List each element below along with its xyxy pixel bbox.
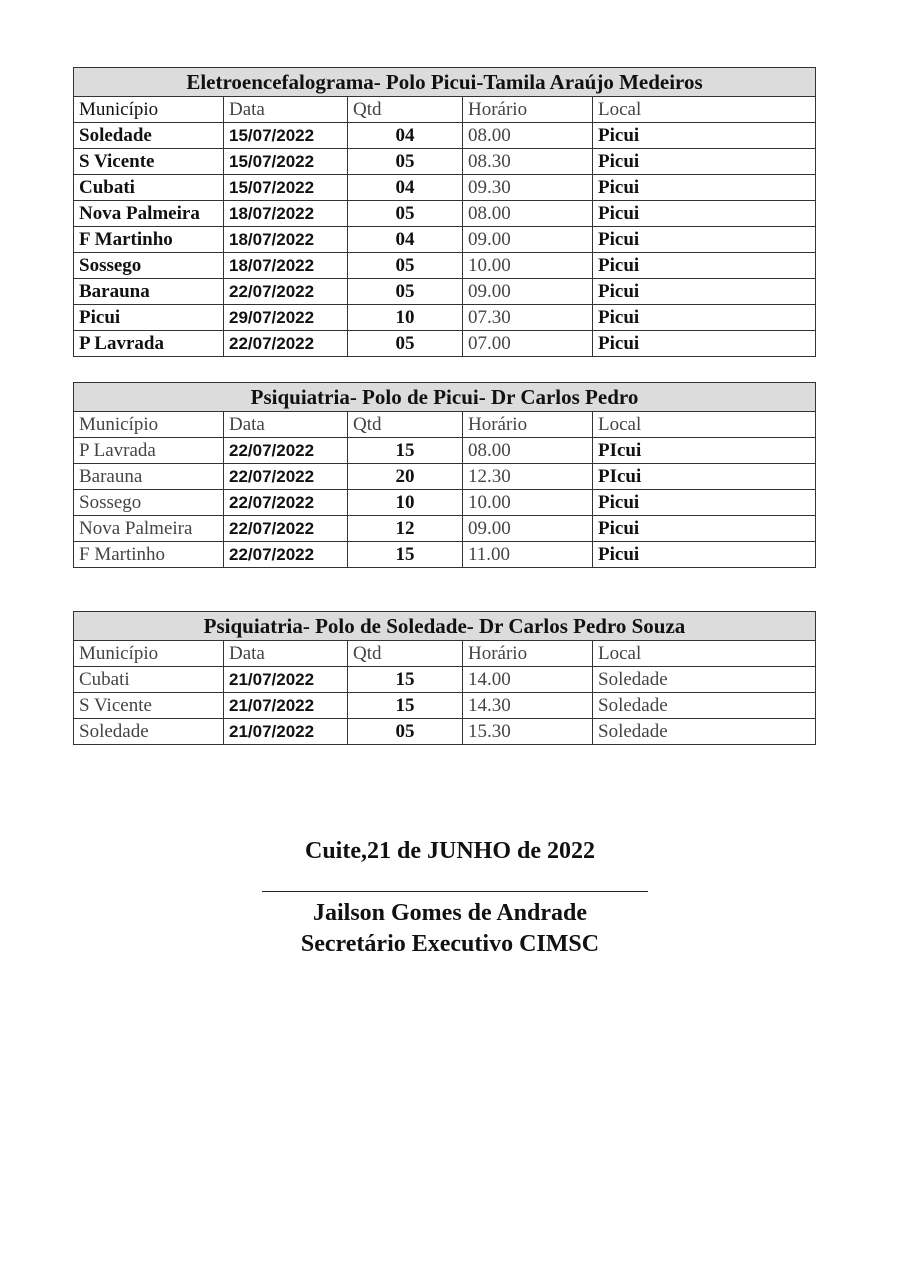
cell-horario: 09.00	[463, 516, 593, 542]
col-header-horario: Horário	[463, 97, 593, 123]
cell-horario: 12.30	[463, 464, 593, 490]
col-header-local: Local	[593, 641, 816, 667]
cell-horario: 08.00	[463, 201, 593, 227]
cell-municipio: Sossego	[74, 490, 224, 516]
header-row	[74, 641, 816, 667]
cell-data: 15/07/2022	[224, 175, 348, 201]
table-row	[74, 175, 816, 201]
table-row	[74, 201, 816, 227]
cell-horario: 10.00	[463, 253, 593, 279]
cell-local: Picui	[593, 305, 816, 331]
cell-qtd: 05	[348, 149, 463, 175]
cell-municipio: Cubati	[74, 175, 224, 201]
cell-local: Picui	[593, 201, 816, 227]
col-header-qtd: Qtd	[348, 641, 463, 667]
cell-municipio: Nova Palmeira	[74, 201, 224, 227]
cell-municipio: P Lavrada	[74, 331, 224, 357]
cell-municipio: F Martinho	[74, 542, 224, 568]
cell-qtd: 05	[348, 719, 463, 745]
cell-local: Soledade	[593, 719, 816, 745]
cell-qtd: 12	[348, 516, 463, 542]
col-header-horario: Horário	[463, 641, 593, 667]
table-row	[74, 149, 816, 175]
col-header-local: Local	[593, 97, 816, 123]
cell-local: Soledade	[593, 667, 816, 693]
cell-qtd: 05	[348, 253, 463, 279]
cell-horario: 08.00	[463, 438, 593, 464]
cell-horario: 14.00	[463, 667, 593, 693]
cell-local: PIcui	[593, 464, 816, 490]
signatory-name: Jailson Gomes de Andrade	[312, 900, 588, 926]
cell-data: 22/07/2022	[224, 279, 348, 305]
cell-data: 15/07/2022	[224, 123, 348, 149]
cell-qtd: 15	[348, 438, 463, 464]
header-row	[74, 97, 816, 123]
cell-qtd: 04	[348, 123, 463, 149]
cell-local: Picui	[593, 516, 816, 542]
cell-local: Soledade	[593, 693, 816, 719]
table-row	[74, 123, 816, 149]
cell-municipio: Soledade	[74, 123, 224, 149]
cell-local: Picui	[593, 279, 816, 305]
cell-municipio: F Martinho	[74, 227, 224, 253]
cell-data: 18/07/2022	[224, 201, 348, 227]
cell-qtd: 05	[348, 331, 463, 357]
cell-horario: 09.00	[463, 227, 593, 253]
cell-municipio: Soledade	[74, 719, 224, 745]
col-header-data: Data	[224, 97, 348, 123]
cell-data: 22/07/2022	[224, 331, 348, 357]
table-row	[74, 464, 816, 490]
col-header-data: Data	[224, 641, 348, 667]
cell-qtd: 10	[348, 305, 463, 331]
cell-municipio: Barauna	[74, 279, 224, 305]
cell-data: 18/07/2022	[224, 227, 348, 253]
place-date: Cuite,21 de JUNHO de 2022	[305, 838, 595, 864]
table-row	[74, 331, 816, 357]
cell-data: 29/07/2022	[224, 305, 348, 331]
cell-local: Picui	[593, 542, 816, 568]
col-header-municipio: Município	[74, 97, 224, 123]
signature-line	[262, 891, 648, 892]
cell-local: PIcui	[593, 438, 816, 464]
table-row	[74, 667, 816, 693]
cell-data: 22/07/2022	[224, 516, 348, 542]
cell-municipio: S Vicente	[74, 149, 224, 175]
cell-municipio: P Lavrada	[74, 438, 224, 464]
table-row	[74, 305, 816, 331]
cell-data: 22/07/2022	[224, 542, 348, 568]
cell-municipio: Barauna	[74, 464, 224, 490]
table-row	[74, 227, 816, 253]
cell-municipio: S Vicente	[74, 693, 224, 719]
cell-data: 15/07/2022	[224, 149, 348, 175]
table-title: Eletroencefalograma- Polo Picui-Tamila Araújo Medeiros	[74, 68, 816, 97]
cell-horario: 08.30	[463, 149, 593, 175]
cell-data: 22/07/2022	[224, 464, 348, 490]
header-row	[74, 412, 816, 438]
cell-local: Picui	[593, 490, 816, 516]
table-row	[74, 490, 816, 516]
cell-data: 21/07/2022	[224, 667, 348, 693]
col-header-horario: Horário	[463, 412, 593, 438]
col-header-municipio: Município	[74, 412, 224, 438]
cell-qtd: 15	[348, 542, 463, 568]
cell-qtd: 10	[348, 490, 463, 516]
table-row	[74, 719, 816, 745]
cell-municipio: Sossego	[74, 253, 224, 279]
cell-data: 22/07/2022	[224, 490, 348, 516]
cell-data: 21/07/2022	[224, 719, 348, 745]
col-header-data: Data	[224, 412, 348, 438]
psiquiatria-soledade-table	[73, 611, 816, 745]
cell-qtd: 04	[348, 227, 463, 253]
table-row	[74, 693, 816, 719]
cell-horario: 14.30	[463, 693, 593, 719]
cell-horario: 08.00	[463, 123, 593, 149]
cell-qtd: 05	[348, 201, 463, 227]
cell-horario: 15.30	[463, 719, 593, 745]
table-row	[74, 516, 816, 542]
cell-qtd: 05	[348, 279, 463, 305]
cell-data: 18/07/2022	[224, 253, 348, 279]
cell-municipio: Nova Palmeira	[74, 516, 224, 542]
col-header-municipio: Município	[74, 641, 224, 667]
table-title: Psiquiatria- Polo de Picui- Dr Carlos Pedro	[74, 383, 816, 412]
cell-qtd: 04	[348, 175, 463, 201]
table-title: Psiquiatria- Polo de Soledade- Dr Carlos Pedro Souza	[74, 612, 816, 641]
table-row	[74, 542, 816, 568]
psiquiatria-picui-table	[73, 382, 816, 568]
cell-qtd: 15	[348, 693, 463, 719]
cell-horario: 07.00	[463, 331, 593, 357]
cell-data: 22/07/2022	[224, 438, 348, 464]
cell-local: Picui	[593, 123, 816, 149]
cell-horario: 09.30	[463, 175, 593, 201]
cell-local: Picui	[593, 149, 816, 175]
eeg-schedule-table	[73, 67, 816, 357]
table-row	[74, 253, 816, 279]
cell-horario: 07.30	[463, 305, 593, 331]
col-header-qtd: Qtd	[348, 412, 463, 438]
cell-horario: 11.00	[463, 542, 593, 568]
cell-local: Picui	[593, 227, 816, 253]
cell-municipio: Picui	[74, 305, 224, 331]
cell-municipio: Cubati	[74, 667, 224, 693]
cell-local: Picui	[593, 175, 816, 201]
cell-horario: 10.00	[463, 490, 593, 516]
table-row	[74, 438, 816, 464]
cell-data: 21/07/2022	[224, 693, 348, 719]
cell-local: Picui	[593, 253, 816, 279]
table-row	[74, 279, 816, 305]
col-header-local: Local	[593, 412, 816, 438]
cell-qtd: 20	[348, 464, 463, 490]
cell-local: Picui	[593, 331, 816, 357]
signatory-role: Secretário Executivo CIMSC	[300, 931, 600, 957]
col-header-qtd: Qtd	[348, 97, 463, 123]
cell-horario: 09.00	[463, 279, 593, 305]
cell-qtd: 15	[348, 667, 463, 693]
